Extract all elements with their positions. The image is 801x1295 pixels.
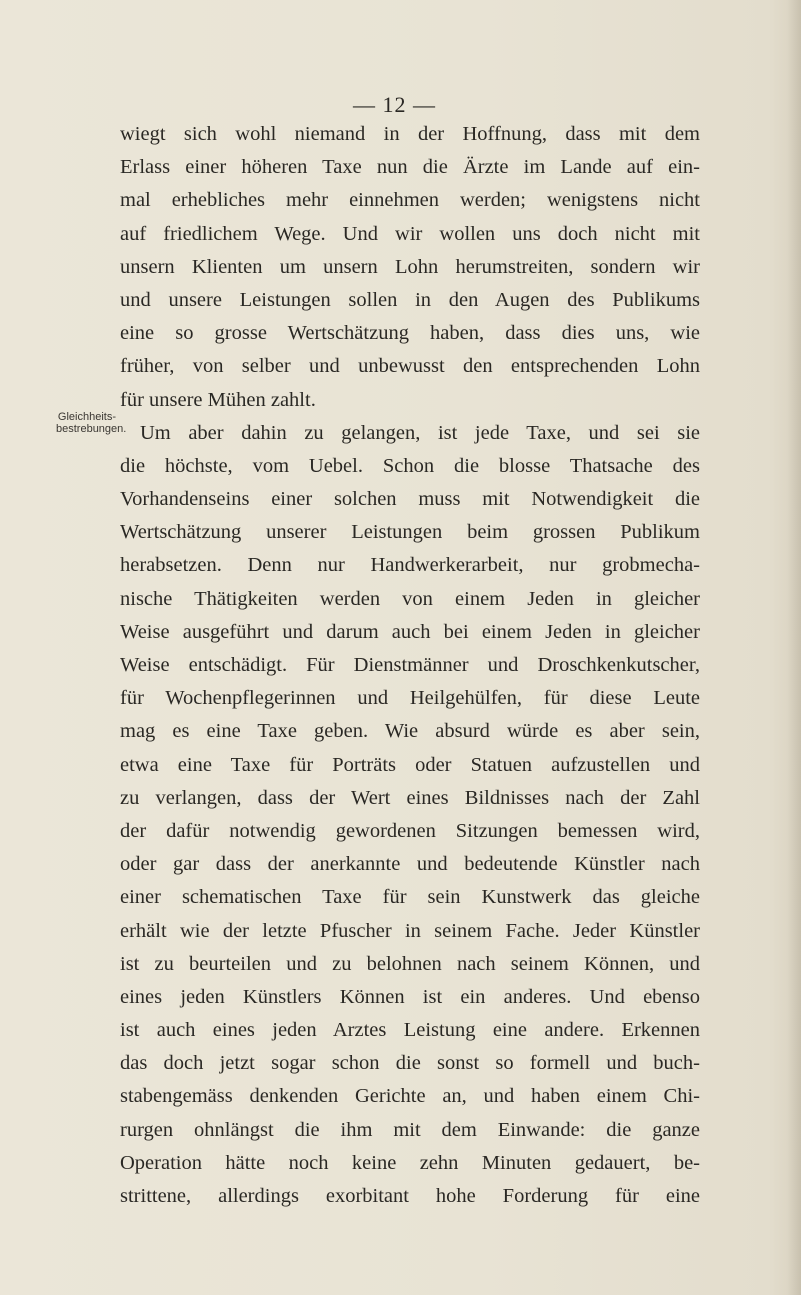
text-line: Operation hätte noch keine zehn Minuten gedauert, be- [120,1151,700,1174]
text-line: oder gar dass der anerkannte und bedeutende Künstler nach [120,853,700,876]
text-line: herabsetzen. Denn nur Handwerkerarbeit, nur grobmecha- [120,554,700,577]
text-line: Vorhandenseins einer solchen muss mit Notwendigkeit die [120,488,700,511]
text-line: mal erhebliches mehr einnehmen werden; wenigstens nicht [120,189,700,212]
text-line: unsern Klienten um unsern Lohn herumstreiten, sondern wir [120,255,700,278]
paragraph-start-line: Um aber dahin zu gelangen, ist jede Taxe, und sei sie [140,421,700,444]
text-line: eine so grosse Wertschätzung haben, dass dies uns, wie [120,322,700,345]
text-line: nische Thätigkeiten werden von einem Jeden in gleicher [120,587,700,610]
page-number: — 12 — [353,92,436,117]
text-line: der dafür notwendig gewordenen Sitzungen bemessen wird, [120,819,700,842]
text-line: für Wochenpflegerinnen und Heilgehülfen, für diese Leute [120,687,700,710]
text-line: strittene, allerdings exorbitant hohe Forderung für eine [120,1185,700,1207]
text-line: das doch jetzt sogar schon die sonst so formell und buch- [120,1052,700,1075]
text-line: eines jeden Künstlers Können ist ein anderes. Und ebenso [120,985,700,1008]
text-line: rurgen ohnlängst die ihm mit dem Einwande: die ganze [120,1118,700,1141]
text-line: einer schematischen Taxe für sein Kunstwerk das gleiche [120,886,700,909]
text-line: und unsere Leistungen sollen in den Augen des Publikums [120,288,700,311]
text-line: ist auch eines jeden Arztes Leistung eine andere. Erkennen [120,1019,700,1042]
text-line: zu verlangen, dass der Wert eines Bildnisses nach der Zahl [120,786,700,809]
text-line: Weise entschädigt. Für Dienstmänner und Droschkenkutscher, [120,654,700,676]
text-line: Erlass einer höheren Taxe nun die Ärzte im Lande auf ein- [120,156,700,179]
text-line: Wertschätzung unserer Leistungen beim grossen Publikum [120,521,700,544]
margin-note [56,411,127,435]
text-line: erhält wie der letzte Pfuscher in seinem Fache. Jeder Künstler [120,919,700,942]
text-line: früher, von selber und unbewusst den entsprechenden Lohn [120,355,700,378]
text-line: stabengemäss denkenden Gerichte an, und haben einem Chi- [120,1085,700,1108]
text-line: mag es eine Taxe geben. Wie absurd würde es aber sein, [120,720,700,743]
text-line: etwa eine Taxe für Porträts oder Statuen aufzustellen und [120,753,700,776]
margin-note-line: bestrebungen. [56,423,127,435]
text-line: Weise ausgeführt und darum auch bei einem Jeden in gleicher [120,620,700,643]
page-edge-shadow [787,0,801,1295]
margin-note-line: Gleichheits- [57,411,116,423]
paragraph-end-line: für unsere Mühen zahlt. [120,388,316,411]
text-line: auf friedlichem Wege. Und wir wollen uns doch nicht mit [120,222,700,245]
text-line: wiegt sich wohl niemand in der Hoffnung, dass mit dem [120,123,700,145]
text-line: ist zu beurteilen und zu belohnen nach seinem Können, und [120,952,700,975]
body-text [120,118,700,1213]
text-line: die höchste, vom Uebel. Schon die blosse Thatsache des [120,454,700,477]
